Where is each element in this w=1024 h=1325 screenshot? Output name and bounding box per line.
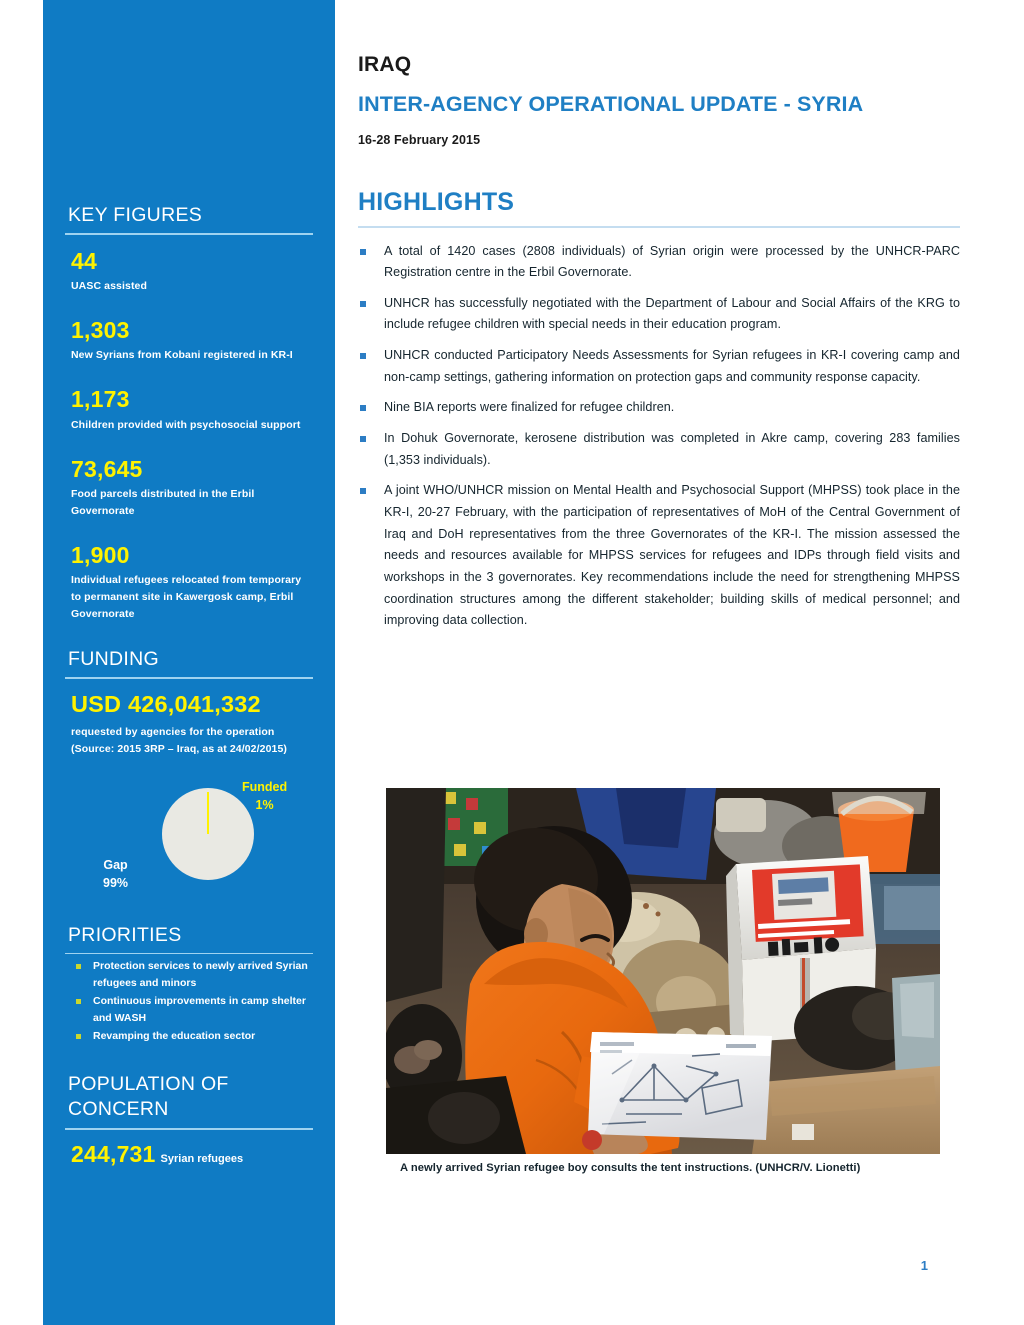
key-figure-label: Food parcels distributed in the Erbil Governorate — [71, 487, 255, 517]
key-figure-item — [71, 245, 313, 295]
document-date-range: 16-28 February 2015 — [358, 133, 481, 147]
funding-pie-chart — [65, 774, 317, 914]
main-content — [358, 0, 960, 1325]
population-of-concern-value-row — [65, 1141, 313, 1168]
pie-label-gap-name: Gap — [103, 857, 128, 872]
priorities-divider — [65, 953, 313, 955]
highlight-item: In Dohuk Governorate, kerosene distribution was completed in Akre camp, covering 283 families (1,353 individuals). — [358, 428, 960, 471]
key-figure-item — [71, 314, 313, 364]
key-figure-value: 73,645 — [71, 455, 143, 482]
funding-heading: FUNDING — [68, 648, 159, 671]
document-title: INTER-AGENCY OPERATIONAL UPDATE - SYRIA — [358, 92, 864, 116]
population-of-concern-heading: POPULATION OF CONCERN — [68, 1073, 229, 1121]
pie-label-funded-name: Funded — [242, 779, 288, 794]
highlights-heading: HIGHLIGHTS — [358, 188, 515, 216]
highlights-list — [358, 241, 960, 633]
funding-block — [65, 687, 313, 758]
key-figure-item — [71, 539, 313, 623]
funding-note: requested by agencies for the operation (Source: 2015 3RP – Iraq, as at 24/02/2015) — [71, 725, 287, 755]
key-figure-label: New Syrians from Kobani registered in KR-I — [71, 349, 293, 362]
key-figure-value: 1,900 — [71, 541, 130, 568]
pie-label-gap-value: 99% — [103, 876, 129, 891]
priorities-heading: PRIORITIES — [68, 923, 182, 946]
key-figure-label: Children provided with psychosocial support — [71, 418, 301, 431]
document-country: IRAQ — [358, 53, 412, 76]
sidebar — [43, 0, 335, 1325]
pie-label-funded-value: 1% — [255, 798, 274, 813]
priority-item: Continuous improvements in camp shelter and WASH — [72, 993, 313, 1027]
priority-item: Protection services to newly arrived Syrian refugees and minors — [72, 958, 313, 992]
highlight-item: UNHCR conducted Participatory Needs Assessments for Syrian refugees in KR-I covering camp and non-camp settings, gathering information on protection gaps and community response capacity. — [358, 345, 960, 388]
priority-item: Revamping the education sector — [72, 1028, 313, 1045]
key-figure-value: 1,303 — [71, 316, 130, 343]
highlight-item: A total of 1420 cases (2808 individuals) of Syrian origin were processed by the UNHCR-PARC Registration centre in the Erbil Governorate. — [358, 241, 960, 284]
key-figure-label: Individual refugees relocated from temporary to permanent site in Kawergosk camp, Erbil Governorate — [71, 574, 302, 621]
funding-divider — [65, 677, 313, 679]
key-figure-value: 44 — [71, 247, 97, 274]
photo-caption: A newly arrived Syrian refugee boy consults the tent instructions. (UNHCR/V. Lionetti) — [400, 1162, 861, 1174]
pie-label-funded — [242, 778, 287, 814]
pie-label-gap — [103, 856, 128, 892]
highlight-item: UNHCR has successfully negotiated with the Department of Labour and Social Affairs of the KRG to include refugee children with special needs in their education program. — [358, 293, 960, 336]
population-of-concern-divider — [65, 1128, 313, 1130]
key-figure-item — [71, 453, 313, 520]
key-figure-item — [71, 383, 313, 433]
population-of-concern-unit: Syrian refugees — [160, 1152, 244, 1165]
priorities-list — [65, 958, 313, 1045]
key-figures-list — [65, 245, 313, 624]
highlight-item: A joint WHO/UNHCR mission on Mental Health and Psychosocial Support (MHPSS) took place in the KR-I, 20-27 February, with the participation of representatives of MoH of the Central Government of Iraq and DoH representatives from the three Governorates of the KR-I. The mission assessed the needs and resources available for MHPSS services for refugees and IDPs through field visits and workshops in the 3 governorates. Key recommendations include the need for strengthening MHPSS coordination structures among the different stakeholder; building skills of medical personnel; and improving data collection. — [358, 480, 960, 632]
funding-amount: USD 426,041,332 — [71, 690, 261, 717]
population-of-concern-value: 244,731 — [71, 1140, 156, 1167]
photo-refugee-boy — [386, 788, 940, 1154]
pie-slice-funded — [207, 792, 209, 834]
key-figure-label: UASC assisted — [71, 279, 147, 292]
key-figure-value: 1,173 — [71, 386, 130, 413]
highlights-divider — [358, 226, 960, 228]
key-figures-divider — [65, 233, 313, 235]
photo-illustration — [386, 788, 940, 1154]
key-figures-heading: KEY FIGURES — [68, 204, 203, 226]
page-number: 1 — [920, 1258, 928, 1273]
highlight-item: Nine BIA reports were finalized for refugee children. — [358, 397, 960, 419]
